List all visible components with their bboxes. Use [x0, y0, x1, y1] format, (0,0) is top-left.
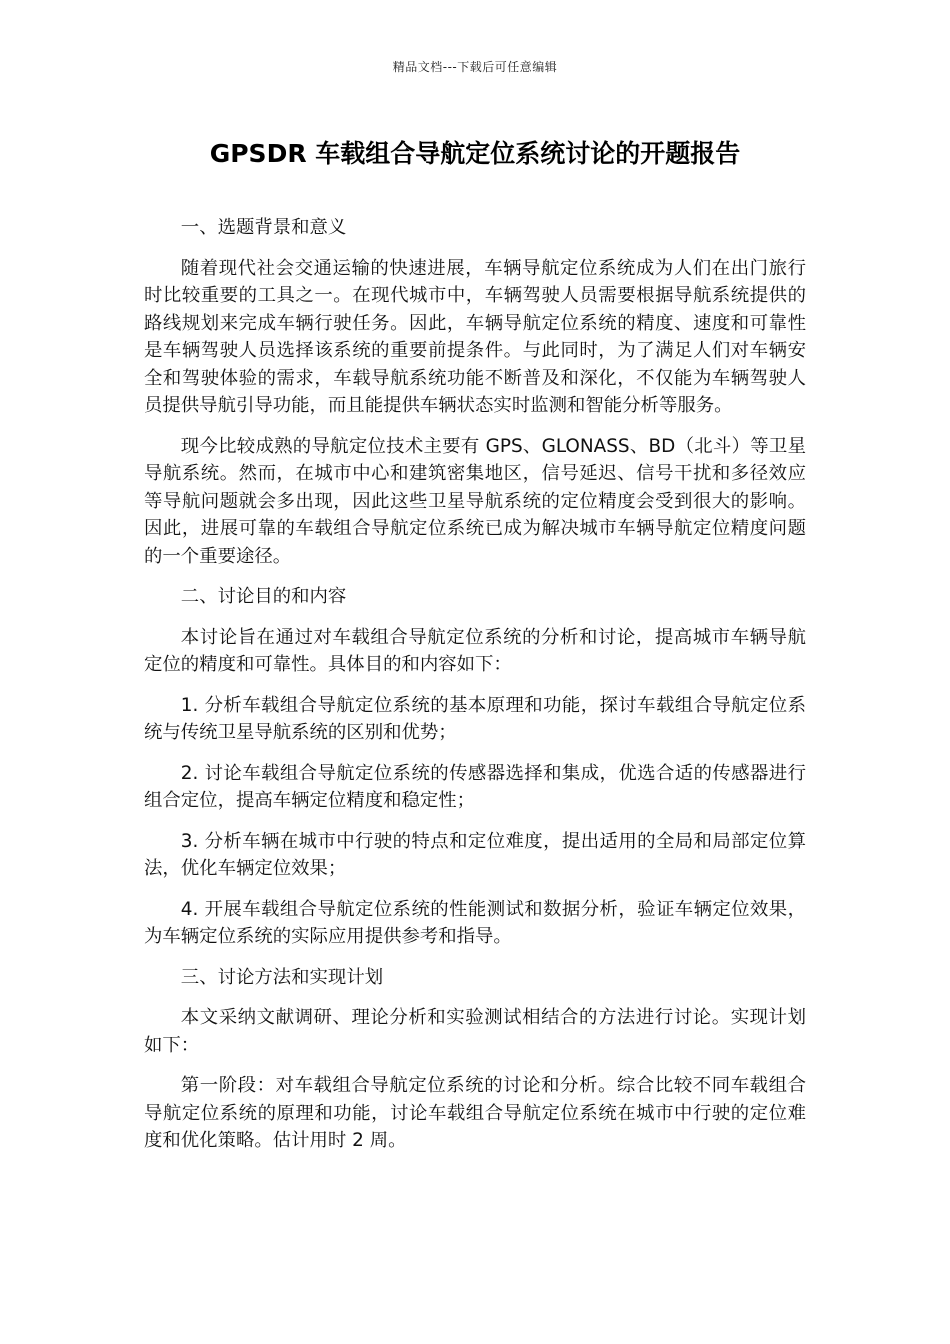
paragraph: 现今比较成熟的导航定位技术主要有 GPS、GLONASS、BD（北斗）等卫星导航系统。然而，在城市中心和建筑密集地区，信号延迟、信号干扰和多径效应等导航问题就会多出现，因此这些卫星导航系统的定位精度会受到很大的影响。因此，进展可靠的车载组合导航定位系统已成为解决城市车辆导航定位精度问题的一个重要途径。 — [144, 435, 806, 567]
list-item: 1. 分析车载组合导航定位系统的基本原理和功能，探讨车载组合导航定位系统与传统卫星导航系统的区别和优势； — [144, 694, 806, 743]
document-title: GPSDR 车载组合导航定位系统讨论的开题报告 — [209, 139, 741, 168]
document-body — [144, 214, 806, 1168]
list-item: 3. 分析车辆在城市中行驶的特点和定位难度，提出适用的全局和局部定位算法，优化车辆定位效果； — [144, 830, 806, 879]
list-item: 2. 讨论车载组合导航定位系统的传感器选择和集成，优选合适的传感器进行组合定位，提高车辆定位精度和稳定性； — [144, 762, 806, 811]
paragraph: 本文采纳文献调研、理论分析和实验测试相结合的方法进行讨论。实现计划如下： — [144, 1007, 806, 1056]
paragraph: 本讨论旨在通过对车载组合导航定位系统的分析和讨论，提高城市车辆导航定位的精度和可靠性。具体目的和内容如下： — [144, 626, 806, 675]
section-heading-background: 一、选题背景和意义 — [180, 217, 347, 238]
section-heading-objectives: 二、讨论目的和内容 — [180, 586, 347, 607]
list-item: 4. 开展车载组合导航定位系统的性能测试和数据分析，验证车辆定位效果，为车辆定位系统的实际应用提供参考和指导。 — [144, 898, 806, 947]
paragraph: 第一阶段：对车载组合导航定位系统的讨论和分析。综合比较不同车载组合导航定位系统的原理和功能，讨论车载组合导航定位系统在城市中行驶的定位难度和优化策略。估计用时 2 周。 — [144, 1075, 806, 1151]
section-heading-methods: 三、讨论方法和实现计划 — [180, 966, 384, 988]
paragraph: 随着现代社会交通运输的快速进展，车辆导航定位系统成为人们在出门旅行时比较重要的工具之一。在现代城市中，车辆驾驶人员需要根据导航系统提供的路线规划来完成车辆行驶任务。因此，车辆导航定位系统的精度、速度和可靠性是车辆驾驶人员选择该系统的重要前提条件。与此同时，为了满足人们对车辆安全和驾驶体验的需求，车载导航系统功能不断普及和深化，不仅能为车辆驾驶人员提供导航引导功能，而且能提供车辆状态实时监测和智能分析等服务。 — [144, 257, 806, 416]
header-note: 精品文档---下载后可任意编辑 — [392, 60, 558, 74]
